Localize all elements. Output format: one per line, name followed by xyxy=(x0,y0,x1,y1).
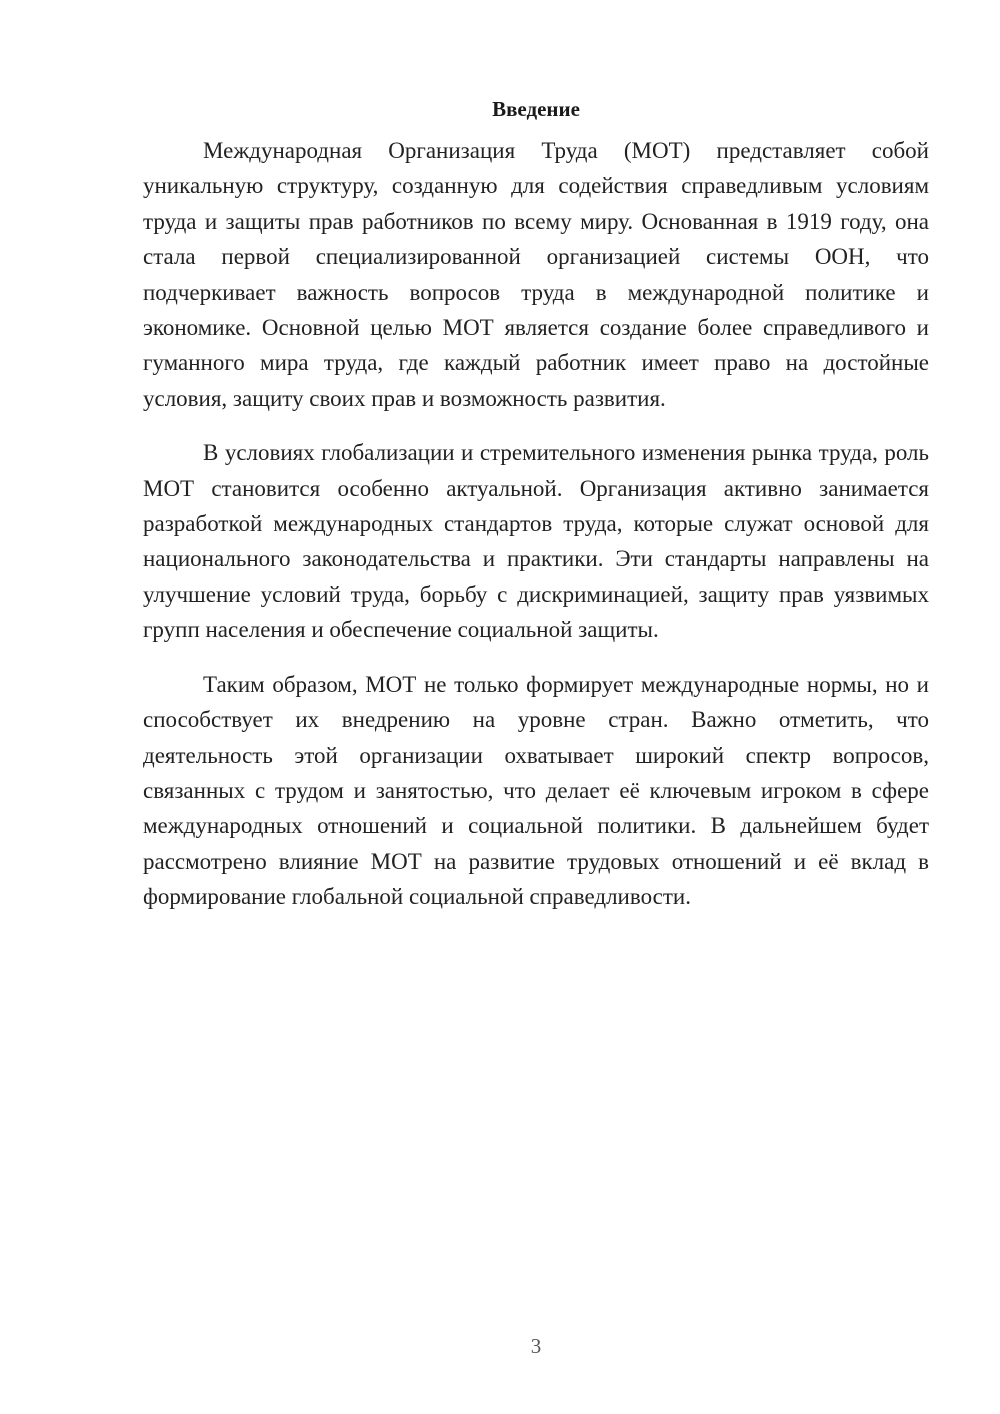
section-heading: Введение xyxy=(492,97,580,121)
paragraph-2: В условиях глобализации и стремительного изменения рынка труда, роль МОТ становится особенно актуальной. Организация активно занимается разработкой международных стандартов труда, которые служат основой для национального законодательства и практики. Эти стандарты направлены на улучшение условий труда, борьбу с дискриминацией, защиту прав уязвимых групп населения и обеспечение социальной защиты. xyxy=(143,440,929,643)
paragraph-3: Таким образом, МОТ не только формирует международные нормы, но и способствует их внедрению на уровне стран. Важно отметить, что деятельность этой организации охватывает широкий спектр вопросов, связанных с трудом и занятостью, что делает её ключевым игроком в сфере международных отношений и социальной политики. В дальнейшем будет рассмотрено влияние МОТ на развитие трудовых отношений и её вклад в формирование глобальной социальной справедливости. xyxy=(143,671,929,910)
paragraph-1: Международная Организация Труда (МОТ) представляет собой уникальную структуру, созданную для содействия справедливым условиям труда и защиты прав работников по всему миру. Основанная в 1919 году, она стала первой специализированной организацией системы ООН, что подчеркивает важность вопросов труда в международной политике и экономике. Основной целью МОТ является создание более справедливого и гуманного мира труда, где каждый работник имеет право на достойные условия, защиту своих прав и возможность развития. xyxy=(143,138,929,411)
page-number: 3 xyxy=(530,1334,542,1358)
page-content xyxy=(143,95,929,934)
